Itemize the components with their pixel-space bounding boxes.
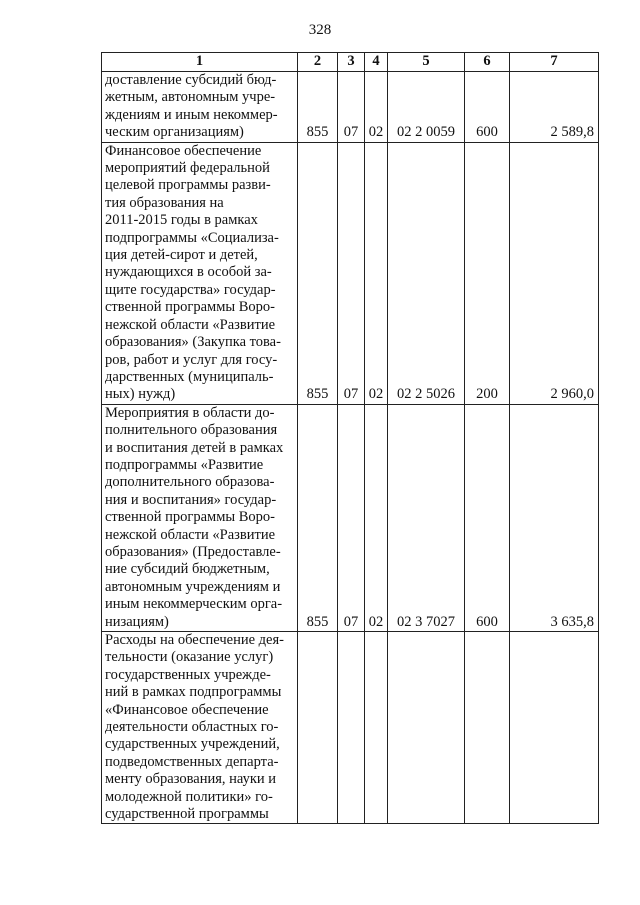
description-line: нежской области «Развитие [105, 526, 276, 543]
section-code-cell: 07 [338, 72, 365, 143]
description-line: полнительного образования [105, 422, 278, 439]
table-row [102, 142, 599, 404]
subsection-code-cell: 02 [365, 72, 388, 143]
description-line: «Финансовое обеспечение [105, 701, 269, 718]
section-code-cell: 07 [338, 404, 365, 631]
expense-type-cell: 600 [465, 404, 510, 631]
description-line: подпрограммы «Социализа- [105, 229, 279, 246]
description-line: ческим организациям) [105, 124, 244, 141]
ministry-code-cell: 855 [298, 72, 338, 143]
description-line: менту образования, науки и [105, 771, 277, 788]
amount-cell: 3 635,8 [510, 404, 599, 631]
expense-type-cell: 200 [465, 142, 510, 404]
target-article-cell [388, 632, 465, 824]
description-line: дарственных (муниципаль- [105, 368, 274, 385]
section-code-cell [338, 632, 365, 824]
expense-type-cell [465, 632, 510, 824]
target-article-cell: 02 2 5026 [388, 142, 465, 404]
subsection-code-cell: 02 [365, 142, 388, 404]
subsection-code-cell [365, 632, 388, 824]
description-line: ний в рамках подпрограммы [105, 684, 282, 701]
description-line: ственной программы Воро- [105, 509, 275, 526]
description-line: деятельности областных го- [105, 719, 279, 736]
description-line: молодежной политики» го- [105, 788, 273, 805]
description-line: тия образования на [105, 194, 224, 211]
subsection-code-cell: 02 [365, 404, 388, 631]
header-cell-1: 1 [102, 53, 298, 72]
amount-cell [510, 632, 599, 824]
description-line: подпрограммы «Развитие [105, 456, 264, 473]
target-article-cell: 02 2 0059 [388, 72, 465, 143]
header-cell-5: 5 [388, 53, 465, 72]
description-line: образования» (Закупка това- [105, 334, 281, 351]
description-line: щите государства» государ- [105, 281, 276, 298]
description-line: и воспитания детей в рамках [105, 439, 284, 456]
amount-cell: 2 960,0 [510, 142, 599, 404]
table-row [102, 632, 599, 824]
table-row [102, 404, 599, 631]
description-line: Финансовое обеспечение [105, 142, 262, 159]
description-line: ния и воспитания» государ- [105, 491, 277, 508]
description-line: ние субсидий бюджетным, [105, 561, 270, 578]
page-number: 328 [308, 22, 332, 38]
description-line: целевой программы разви- [105, 177, 271, 194]
description-line: нуждающихся в особой за- [105, 264, 272, 281]
target-article-cell: 02 3 7027 [388, 404, 465, 631]
description-line: нежской области «Развитие [105, 316, 276, 333]
description-line: автономным учреждениям и [105, 578, 281, 595]
description-line: тельности (оказание услуг) [105, 649, 274, 666]
description-cell [102, 72, 298, 143]
description-line: дополнительного образова- [105, 474, 275, 491]
expense-type-cell: 600 [465, 72, 510, 143]
description-line: ждениям и иным некоммер- [105, 106, 278, 123]
header-row [102, 53, 599, 72]
description-line: мероприятий федеральной [105, 160, 270, 177]
section-code-cell: 07 [338, 142, 365, 404]
description-line: государственных учрежде- [105, 666, 271, 683]
header-cell-4: 4 [365, 53, 388, 72]
description-line: низациям) [105, 613, 169, 630]
header-cell-7: 7 [510, 53, 599, 72]
description-line: ных) нужд) [105, 386, 176, 403]
header-cell-6: 6 [465, 53, 510, 72]
table-row [102, 72, 599, 143]
description-line: 2011-2015 годы в рамках [105, 212, 258, 229]
description-line: ственной программы Воро- [105, 299, 275, 316]
description-line: жетным, автономным учре- [105, 89, 276, 106]
header-cell-3: 3 [338, 53, 365, 72]
description-line: Мероприятия в области до- [105, 404, 275, 421]
description-line: доставление субсидий бюд- [105, 72, 277, 88]
description-line: Расходы на обеспечение дея- [105, 632, 284, 648]
description-line: ция детей-сирот и детей, [105, 247, 258, 264]
description-line: ров, работ и услуг для госу- [105, 351, 278, 368]
description-line: образования» (Предоставле- [105, 543, 281, 560]
description-line: иным некоммерческим орга- [105, 596, 283, 613]
description-cell [102, 142, 298, 404]
ministry-code-cell: 855 [298, 404, 338, 631]
description-line: сударственной программы [105, 806, 269, 823]
ministry-code-cell: 855 [298, 142, 338, 404]
budget-table [101, 52, 599, 824]
description-cell [102, 632, 298, 824]
description-line: подведомственных департа- [105, 753, 279, 770]
description-line: сударственных учреждений, [105, 736, 280, 753]
header-cell-2: 2 [298, 53, 338, 72]
amount-cell: 2 589,8 [510, 72, 599, 143]
description-cell [102, 404, 298, 631]
ministry-code-cell [298, 632, 338, 824]
